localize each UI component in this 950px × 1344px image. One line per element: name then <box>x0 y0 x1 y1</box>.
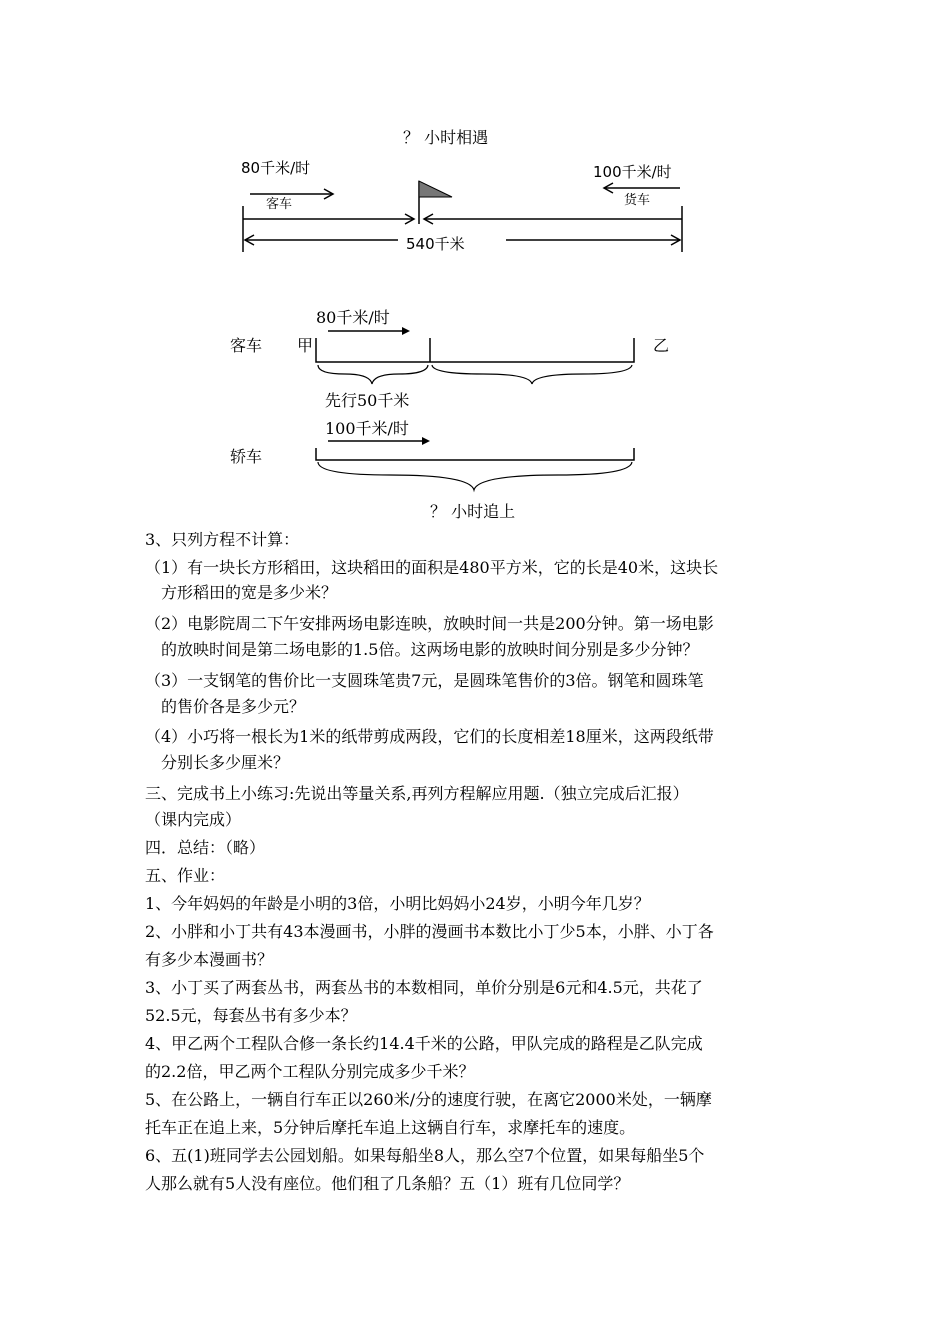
meeting-question: ？ 小时相遇 <box>403 128 489 147</box>
sedan-row-label: 轿车 <box>230 447 263 466</box>
sedan-speed-label: 100千米/时 <box>325 419 409 438</box>
freight-car-speed: 100千米/时 <box>593 163 672 181</box>
chase-question: ？ 小时追上 <box>430 502 516 521</box>
homework-6-line-2: 人那么就有5人没有座位。他们租了几条船？五（1）班有几位同学？ <box>145 1174 630 1193</box>
section-three-line-2: （课内完成） <box>145 810 242 829</box>
freight-car-label: 货车 <box>624 193 651 208</box>
homework-2-line-1: 2、小胖和小丁共有43本漫画书，小胖的漫画书本数比小丁少5本，小胖、小丁各 <box>145 922 714 941</box>
problem-4-line-1: （4）小巧将一根长为1米的纸带剪成两段，它们的长度相差18厘米，这两段纸带 <box>145 727 714 746</box>
homework-6-line-1: 6、五(1)班同学去公园划船。如果每船坐8人，那么空7个位置，如果每船坐5个 <box>145 1146 705 1165</box>
problem-2-line-2: 的放映时间是第二场电影的1.5倍。这两场电影的放映时间分别是多少分钟？ <box>145 640 699 659</box>
problem-2-line-1: （2）电影院周二下午安排两场电影连映，放映时间一共是200分钟。第一场电影 <box>145 614 714 633</box>
total-distance-label: 540千米 <box>406 235 465 253</box>
problem-1-line-2: 方形稻田的宽是多少米？ <box>145 583 338 602</box>
head-start-label: 先行50千米 <box>325 391 410 410</box>
homework-4-line-2: 的2.2倍，甲乙两个工程队分别完成多少千米？ <box>145 1062 475 1081</box>
section-three-line-1: 三、完成书上小练习:先说出等量关系,再列方程解应用题.（独立完成后汇报） <box>145 784 689 803</box>
passenger-car-label: 客车 <box>266 197 293 212</box>
homework-3-line-1: 3、小丁买了两套丛书，两套丛书的本数相同，单价分别是6元和4.5元，共花了 <box>145 978 703 997</box>
chase-diagram-lines <box>0 0 950 520</box>
homework-heading: 五、作业： <box>145 866 226 885</box>
homework-1: 1、今年妈妈的年龄是小明的3倍，小明比妈妈小24岁，小明今年几岁？ <box>145 894 650 913</box>
section-3-heading: 3、只列方程不计算： <box>145 530 300 549</box>
homework-2-line-2: 有多少本漫画书？ <box>145 950 274 969</box>
homework-4-line-1: 4、甲乙两个工程队合修一条长约14.4千米的公路，甲队完成的路程是乙队完成 <box>145 1034 703 1053</box>
homework-5-line-1: 5、在公路上，一辆自行车正以260米/分的速度行驶，在离它2000米处，一辆摩 <box>145 1090 712 1109</box>
passenger-car-row-label: 客车 <box>230 336 263 355</box>
problem-1-line-1: （1）有一块长方形稻田，这块稻田的面积是480平方米，它的长是40米，这块长 <box>145 558 719 577</box>
problem-3-line-2: 的售价各是多少元？ <box>145 697 306 716</box>
problem-4-line-2: 分别长多少厘米？ <box>145 753 290 772</box>
problem-3-line-1: （3）一支钢笔的售价比一支圆珠笔贵7元，是圆珠笔售价的3倍。钢笔和圆珠笔 <box>145 671 704 690</box>
passenger-car-speed: 80千米/时 <box>241 159 311 177</box>
end-point-label: 乙 <box>653 336 670 355</box>
homework-5-line-2: 托车正在追上来，5分钟后摩托车追上这辆自行车，求摩托车的速度。 <box>145 1118 636 1137</box>
passenger-speed-label: 80千米/时 <box>316 308 390 327</box>
start-point-label: 甲 <box>297 336 314 355</box>
summary-heading: 四．总结：（略） <box>145 838 266 857</box>
homework-3-line-2: 52.5元，每套丛书有多少本？ <box>145 1006 357 1025</box>
